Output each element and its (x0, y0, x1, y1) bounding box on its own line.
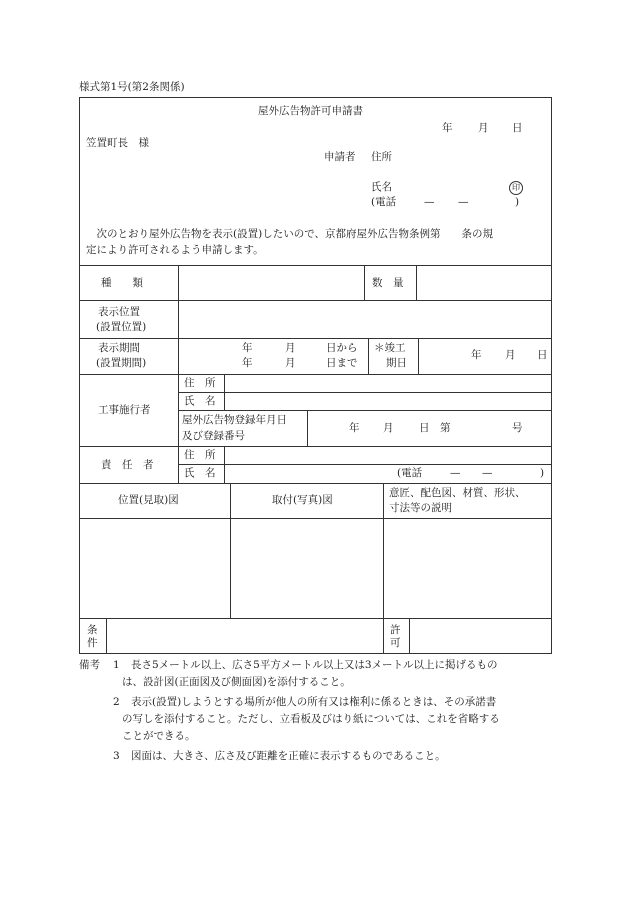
period-from-day: 日から (326, 342, 358, 354)
quantity-label: 数 量 (372, 277, 404, 289)
applicant-phone-dash-1: — (424, 196, 435, 208)
conditions-label-2: 件 (87, 637, 98, 649)
date-year: 年 (442, 122, 453, 134)
period-from-month: 月 (285, 342, 296, 354)
completion-day: 日 (537, 349, 548, 361)
responsible-name-label: 氏 名 (184, 467, 216, 479)
contractor-name-label: 氏 名 (184, 395, 216, 407)
intro-line-2: 定により許可されるよう申請します。 (86, 244, 264, 256)
period-from-year: 年 (242, 342, 253, 354)
period-sub-label: (設置期間) (96, 357, 147, 369)
permit-label-2: 可 (390, 637, 401, 649)
applicant-address-label: 住所 (371, 151, 392, 163)
completion-month: 月 (505, 349, 516, 361)
seal-mark: 印 (509, 181, 523, 195)
notes-heading: 備考 (79, 659, 100, 671)
note-2-line-2: の写しを添付すること。ただし、立看板及びはり紙については、これを省略する (122, 713, 500, 725)
applicant-phone-open: (電話 (371, 196, 397, 208)
location-label: 表示位置 (98, 306, 140, 318)
contractor-address-label: 住 所 (184, 377, 216, 389)
location-sub-label: (設置位置) (96, 321, 147, 333)
applicant-name-label: 氏名 (371, 181, 392, 193)
form-title: 屋外広告物許可申請書 (258, 105, 363, 117)
applicant-phone-close: ) (515, 196, 520, 208)
note-1-line-1: 長さ5メートル以上、広さ5平方メートル以上又は3メートル以上に掲げるもの (131, 659, 498, 671)
registration-month: 月 (383, 422, 394, 434)
responsible-phone-close: ) (540, 467, 545, 479)
registration-day: 日 (419, 422, 430, 434)
attachment-label: 取付(写真)図 (272, 494, 333, 506)
registration-year: 年 (349, 422, 360, 434)
date-month: 月 (478, 122, 489, 134)
note-2-number: 2 (113, 696, 120, 708)
note-1-number: 1 (113, 659, 120, 671)
note-2-line-1: 表示(設置)しようとする場所が他人の所有又は権利に係るときは、その承諾書 (131, 696, 497, 708)
applicant-label: 申請者 (324, 151, 356, 163)
completion-sub-label: 期日 (386, 357, 407, 369)
registration-label: 屋外広告物登録年月日 (182, 414, 287, 426)
period-to-day: 日まで (326, 357, 358, 369)
design-label: 意匠、配色図、材質、形状、 (389, 487, 526, 499)
permit-label-1: 許 (390, 624, 401, 636)
location-map-label: 位置(見取)図 (118, 494, 179, 506)
date-day: 日 (512, 122, 523, 134)
note-2-line-3: ことができる。 (122, 730, 196, 742)
period-label: 表示期間 (98, 342, 140, 354)
responsible-phone-dash-1: — (450, 467, 461, 479)
applicant-phone-dash-2: — (458, 196, 469, 208)
note-3-line-1: 図面は、大きさ、広さ及び距離を正確に表示するものであること。 (131, 750, 446, 762)
intro-line-1: 次のとおり屋外広告物を表示(設置)したいので、京都府屋外広告物条例第 条の規 (86, 228, 493, 240)
registration-sub-label: 及び登録番号 (182, 430, 245, 442)
note-1-line-2: は、設計図(正面図及び側面図)を添付すること。 (122, 676, 351, 688)
responsible-phone-open: (電話 (397, 467, 423, 479)
conditions-label-1: 条 (87, 624, 98, 636)
completion-year: 年 (471, 349, 482, 361)
responsible-address-label: 住 所 (184, 449, 216, 461)
responsible-phone-dash-2: — (482, 467, 493, 479)
registration-no-prefix: 第 (440, 422, 451, 434)
form-number: 様式第1号(第2条関係) (79, 81, 185, 93)
type-label: 種 類 (101, 277, 143, 289)
addressee: 笠置町長 様 (86, 137, 149, 149)
responsible-label: 責 任 者 (101, 459, 154, 471)
contractor-label: 工事施行者 (98, 404, 151, 416)
design-sub-label: 寸法等の説明 (389, 502, 452, 514)
note-3-number: 3 (113, 750, 120, 762)
completion-label: ＊竣工 (374, 342, 406, 354)
registration-no-suffix: 号 (512, 422, 523, 434)
period-to-month: 月 (285, 357, 296, 369)
period-to-year: 年 (242, 357, 253, 369)
